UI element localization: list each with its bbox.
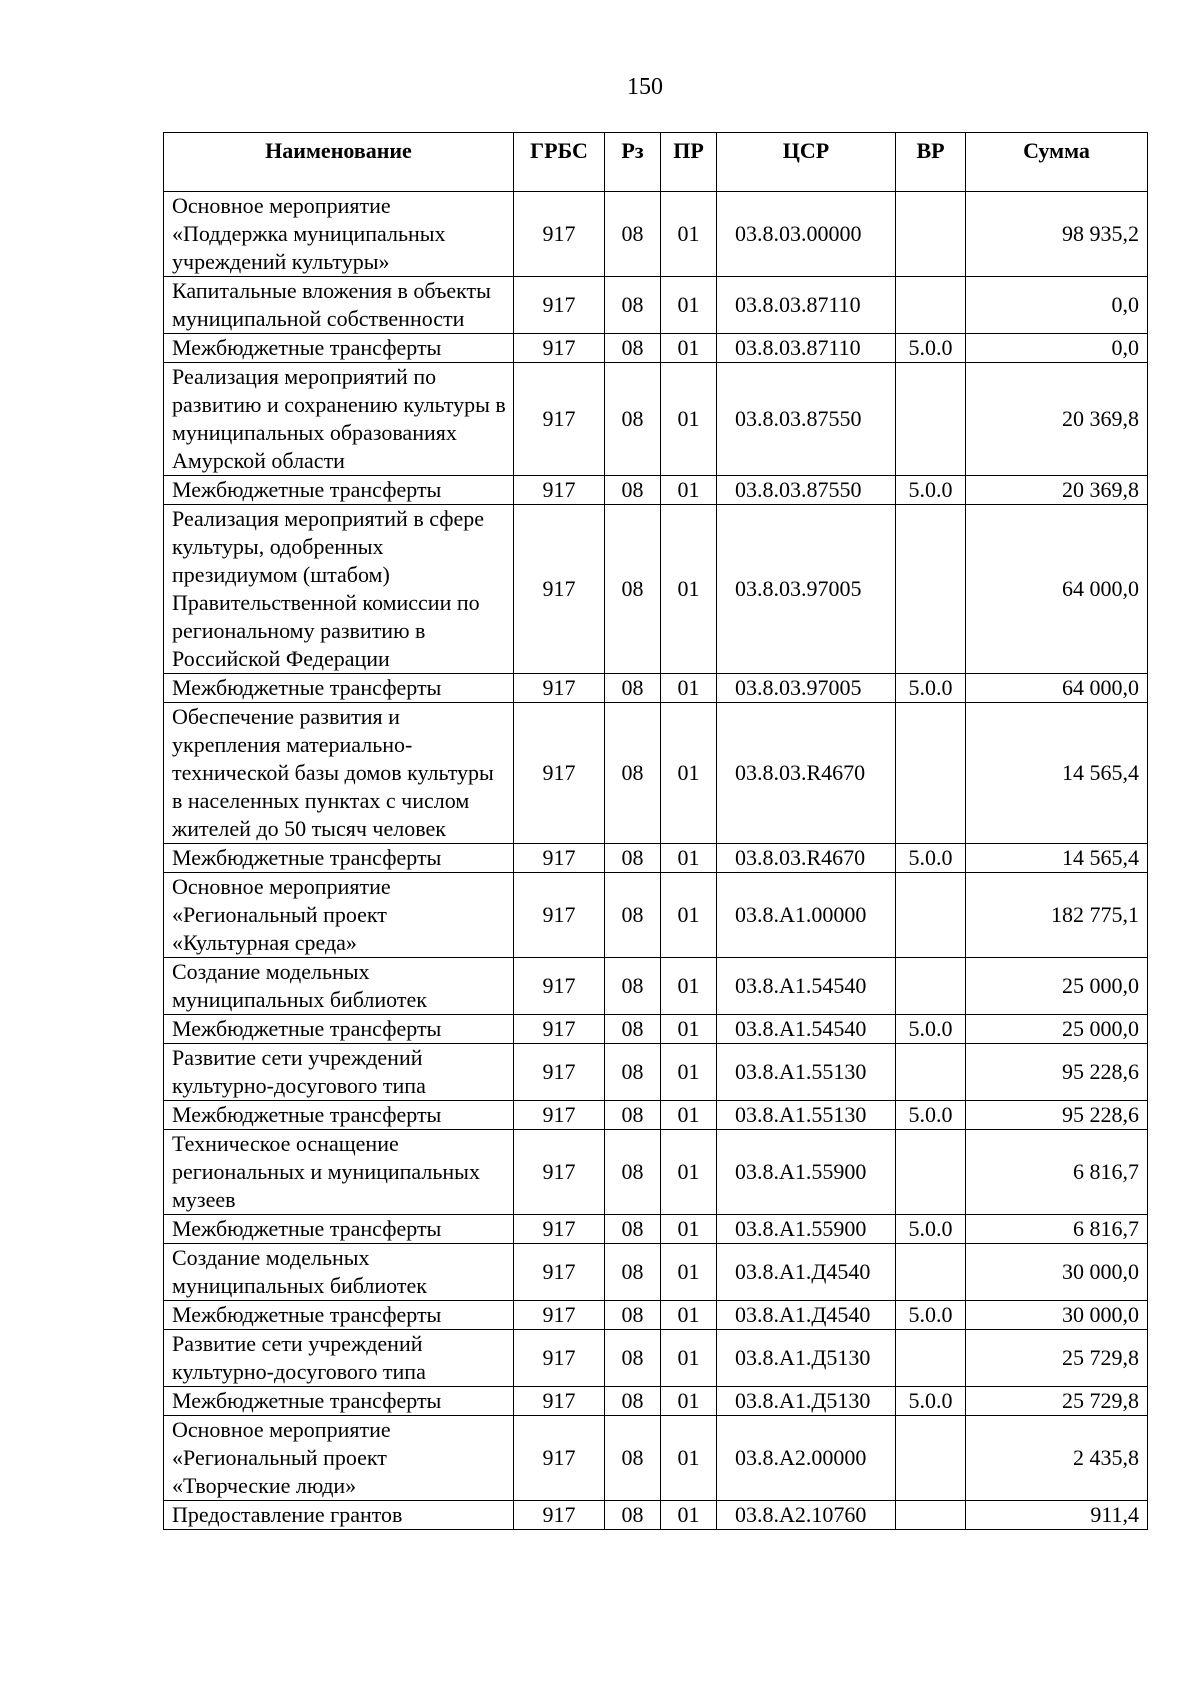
cell-rz: 08 <box>605 703 661 844</box>
cell-name: Реализация мероприятий по развитию и сохранению культуры в муниципальных образованиях Амурской области <box>164 363 514 476</box>
header-pr: ПР <box>661 133 717 192</box>
cell-vr <box>896 873 966 958</box>
cell-rz: 08 <box>605 1015 661 1044</box>
cell-sum: 64 000,0 <box>966 505 1148 674</box>
header-csr: ЦСР <box>717 133 896 192</box>
cell-name: Создание модельных муниципальных библиотек <box>164 1244 514 1301</box>
cell-pr: 01 <box>661 1330 717 1387</box>
cell-name: Реализация мероприятий в сфере культуры, одобренных президиумом (штабом) Правительственной комиссии по региональному развитию в Российской Федерации <box>164 505 514 674</box>
cell-csr: 03.8.A1.55900 <box>717 1215 896 1244</box>
cell-pr: 01 <box>661 192 717 277</box>
cell-sum: 0,0 <box>966 334 1148 363</box>
cell-sum: 30 000,0 <box>966 1244 1148 1301</box>
cell-name: Капитальные вложения в объекты муниципальной собственности <box>164 277 514 334</box>
table-row <box>164 476 1148 505</box>
cell-vr <box>896 1416 966 1501</box>
cell-sum: 0,0 <box>966 277 1148 334</box>
cell-grbs: 917 <box>514 1215 605 1244</box>
cell-csr: 03.8.A1.55900 <box>717 1130 896 1215</box>
table-row <box>164 958 1148 1015</box>
table-row <box>164 277 1148 334</box>
table-row <box>164 363 1148 476</box>
cell-name: Межбюджетные трансферты <box>164 1015 514 1044</box>
cell-name: Создание модельных муниципальных библиотек <box>164 958 514 1015</box>
header-vr: ВР <box>896 133 966 192</box>
cell-vr: 5.0.0 <box>896 476 966 505</box>
cell-name: Техническое оснащение региональных и муниципальных музеев <box>164 1130 514 1215</box>
cell-csr: 03.8.03.97005 <box>717 674 896 703</box>
cell-vr: 5.0.0 <box>896 1015 966 1044</box>
cell-sum: 20 369,8 <box>966 363 1148 476</box>
cell-vr: 5.0.0 <box>896 1387 966 1416</box>
cell-sum: 95 228,6 <box>966 1101 1148 1130</box>
cell-csr: 03.8.A1.Д5130 <box>717 1387 896 1416</box>
table-row <box>164 192 1148 277</box>
cell-name: Основное мероприятие «Поддержка муниципальных учреждений культуры» <box>164 192 514 277</box>
cell-csr: 03.8.A1.00000 <box>717 873 896 958</box>
cell-sum: 98 935,2 <box>966 192 1148 277</box>
cell-sum: 6 816,7 <box>966 1215 1148 1244</box>
cell-name: Развитие сети учреждений культурно-досугового типа <box>164 1330 514 1387</box>
table-body <box>164 192 1148 1530</box>
cell-pr: 01 <box>661 1301 717 1330</box>
cell-pr: 01 <box>661 1215 717 1244</box>
table-row <box>164 844 1148 873</box>
cell-pr: 01 <box>661 958 717 1015</box>
cell-grbs: 917 <box>514 1387 605 1416</box>
cell-name: Межбюджетные трансферты <box>164 1215 514 1244</box>
cell-sum: 14 565,4 <box>966 703 1148 844</box>
cell-sum: 182 775,1 <box>966 873 1148 958</box>
table-row <box>164 1416 1148 1501</box>
cell-vr: 5.0.0 <box>896 1301 966 1330</box>
table-header-row <box>164 133 1148 192</box>
table-row <box>164 1130 1148 1215</box>
cell-grbs: 917 <box>514 844 605 873</box>
cell-name: Межбюджетные трансферты <box>164 1387 514 1416</box>
cell-csr: 03.8.A1.Д4540 <box>717 1301 896 1330</box>
cell-pr: 01 <box>661 844 717 873</box>
cell-vr <box>896 703 966 844</box>
cell-rz: 08 <box>605 505 661 674</box>
cell-vr <box>896 1044 966 1101</box>
table-row <box>164 1330 1148 1387</box>
cell-pr: 01 <box>661 1416 717 1501</box>
cell-name: Межбюджетные трансферты <box>164 674 514 703</box>
cell-grbs: 917 <box>514 1330 605 1387</box>
cell-rz: 08 <box>605 1416 661 1501</box>
cell-pr: 01 <box>661 1130 717 1215</box>
cell-rz: 08 <box>605 476 661 505</box>
table-row <box>164 1387 1148 1416</box>
cell-rz: 08 <box>605 1101 661 1130</box>
cell-grbs: 917 <box>514 1244 605 1301</box>
cell-rz: 08 <box>605 1301 661 1330</box>
cell-grbs: 917 <box>514 505 605 674</box>
cell-rz: 08 <box>605 844 661 873</box>
cell-rz: 08 <box>605 1215 661 1244</box>
header-sum: Сумма <box>966 133 1148 192</box>
cell-pr: 01 <box>661 873 717 958</box>
cell-sum: 64 000,0 <box>966 674 1148 703</box>
cell-name: Межбюджетные трансферты <box>164 1101 514 1130</box>
cell-sum: 25 729,8 <box>966 1330 1148 1387</box>
cell-csr: 03.8.A2.00000 <box>717 1416 896 1501</box>
cell-csr: 03.8.03.00000 <box>717 192 896 277</box>
cell-pr: 01 <box>661 674 717 703</box>
cell-grbs: 917 <box>514 277 605 334</box>
table-row <box>164 1215 1148 1244</box>
cell-rz: 08 <box>605 1244 661 1301</box>
cell-csr: 03.8.A1.Д5130 <box>717 1330 896 1387</box>
cell-name: Межбюджетные трансферты <box>164 476 514 505</box>
cell-csr: 03.8.A1.54540 <box>717 1015 896 1044</box>
cell-sum: 14 565,4 <box>966 844 1148 873</box>
cell-pr: 01 <box>661 1101 717 1130</box>
cell-rz: 08 <box>605 1330 661 1387</box>
cell-rz: 08 <box>605 334 661 363</box>
cell-pr: 01 <box>661 363 717 476</box>
cell-vr: 5.0.0 <box>896 674 966 703</box>
cell-pr: 01 <box>661 505 717 674</box>
table-row <box>164 1015 1148 1044</box>
cell-csr: 03.8.03.R4670 <box>717 844 896 873</box>
cell-vr: 5.0.0 <box>896 1101 966 1130</box>
cell-csr: 03.8.03.87550 <box>717 363 896 476</box>
table-row <box>164 1044 1148 1101</box>
table-row <box>164 703 1148 844</box>
cell-pr: 01 <box>661 1501 717 1530</box>
cell-csr: 03.8.A2.10760 <box>717 1501 896 1530</box>
cell-csr: 03.8.03.97005 <box>717 505 896 674</box>
cell-grbs: 917 <box>514 1015 605 1044</box>
cell-rz: 08 <box>605 958 661 1015</box>
cell-vr <box>896 277 966 334</box>
cell-rz: 08 <box>605 873 661 958</box>
cell-sum: 30 000,0 <box>966 1301 1148 1330</box>
cell-grbs: 917 <box>514 1130 605 1215</box>
cell-pr: 01 <box>661 703 717 844</box>
cell-rz: 08 <box>605 1044 661 1101</box>
header-rz: Рз <box>605 133 661 192</box>
cell-pr: 01 <box>661 334 717 363</box>
cell-sum: 20 369,8 <box>966 476 1148 505</box>
cell-pr: 01 <box>661 1387 717 1416</box>
cell-vr <box>896 363 966 476</box>
cell-vr: 5.0.0 <box>896 1215 966 1244</box>
cell-rz: 08 <box>605 1387 661 1416</box>
cell-grbs: 917 <box>514 192 605 277</box>
cell-name: Предоставление грантов <box>164 1501 514 1530</box>
table-row <box>164 1301 1148 1330</box>
cell-sum: 25 000,0 <box>966 958 1148 1015</box>
cell-pr: 01 <box>661 277 717 334</box>
cell-rz: 08 <box>605 363 661 476</box>
table-row <box>164 1101 1148 1130</box>
cell-grbs: 917 <box>514 1501 605 1530</box>
cell-vr <box>896 1330 966 1387</box>
cell-csr: 03.8.A1.55130 <box>717 1101 896 1130</box>
cell-vr <box>896 1244 966 1301</box>
cell-grbs: 917 <box>514 958 605 1015</box>
cell-grbs: 917 <box>514 1101 605 1130</box>
cell-grbs: 917 <box>514 1044 605 1101</box>
cell-csr: 03.8.03.87110 <box>717 277 896 334</box>
cell-vr <box>896 958 966 1015</box>
table-row <box>164 334 1148 363</box>
cell-grbs: 917 <box>514 1416 605 1501</box>
cell-sum: 25 729,8 <box>966 1387 1148 1416</box>
cell-sum: 2 435,8 <box>966 1416 1148 1501</box>
cell-csr: 03.8.A1.54540 <box>717 958 896 1015</box>
cell-csr: 03.8.A1.55130 <box>717 1044 896 1101</box>
cell-grbs: 917 <box>514 873 605 958</box>
cell-name: Основное мероприятие «Региональный проект «Творческие люди» <box>164 1416 514 1501</box>
cell-rz: 08 <box>605 277 661 334</box>
table-row <box>164 873 1148 958</box>
cell-sum: 95 228,6 <box>966 1044 1148 1101</box>
cell-vr: 5.0.0 <box>896 334 966 363</box>
page-number: 150 <box>627 74 663 100</box>
cell-vr: 5.0.0 <box>896 844 966 873</box>
cell-rz: 08 <box>605 674 661 703</box>
cell-grbs: 917 <box>514 674 605 703</box>
cell-grbs: 917 <box>514 703 605 844</box>
cell-csr: 03.8.A1.Д4540 <box>717 1244 896 1301</box>
header-grbs: ГРБС <box>514 133 605 192</box>
cell-rz: 08 <box>605 1130 661 1215</box>
cell-vr <box>896 1130 966 1215</box>
cell-csr: 03.8.03.87110 <box>717 334 896 363</box>
cell-name: Межбюджетные трансферты <box>164 844 514 873</box>
table-row <box>164 1501 1148 1530</box>
table-row <box>164 1244 1148 1301</box>
cell-sum: 6 816,7 <box>966 1130 1148 1215</box>
cell-name: Межбюджетные трансферты <box>164 334 514 363</box>
cell-pr: 01 <box>661 1044 717 1101</box>
table-row <box>164 674 1148 703</box>
cell-name: Межбюджетные трансферты <box>164 1301 514 1330</box>
cell-name: Развитие сети учреждений культурно-досугового типа <box>164 1044 514 1101</box>
cell-csr: 03.8.03.87550 <box>717 476 896 505</box>
cell-grbs: 917 <box>514 334 605 363</box>
header-name: Наименование <box>164 133 514 192</box>
cell-sum: 911,4 <box>966 1501 1148 1530</box>
cell-sum: 25 000,0 <box>966 1015 1148 1044</box>
cell-rz: 08 <box>605 1501 661 1530</box>
cell-rz: 08 <box>605 192 661 277</box>
cell-grbs: 917 <box>514 1301 605 1330</box>
cell-name: Обеспечение развития и укрепления материально-технической базы домов культуры в населенных пунктах с числом жителей до 50 тысяч человек <box>164 703 514 844</box>
cell-grbs: 917 <box>514 363 605 476</box>
cell-vr <box>896 1501 966 1530</box>
cell-csr: 03.8.03.R4670 <box>717 703 896 844</box>
cell-vr <box>896 192 966 277</box>
cell-grbs: 917 <box>514 476 605 505</box>
table-row <box>164 505 1148 674</box>
cell-name: Основное мероприятие «Региональный проект «Культурная среда» <box>164 873 514 958</box>
cell-pr: 01 <box>661 476 717 505</box>
cell-pr: 01 <box>661 1244 717 1301</box>
cell-vr <box>896 505 966 674</box>
budget-table <box>163 132 1148 1530</box>
cell-pr: 01 <box>661 1015 717 1044</box>
